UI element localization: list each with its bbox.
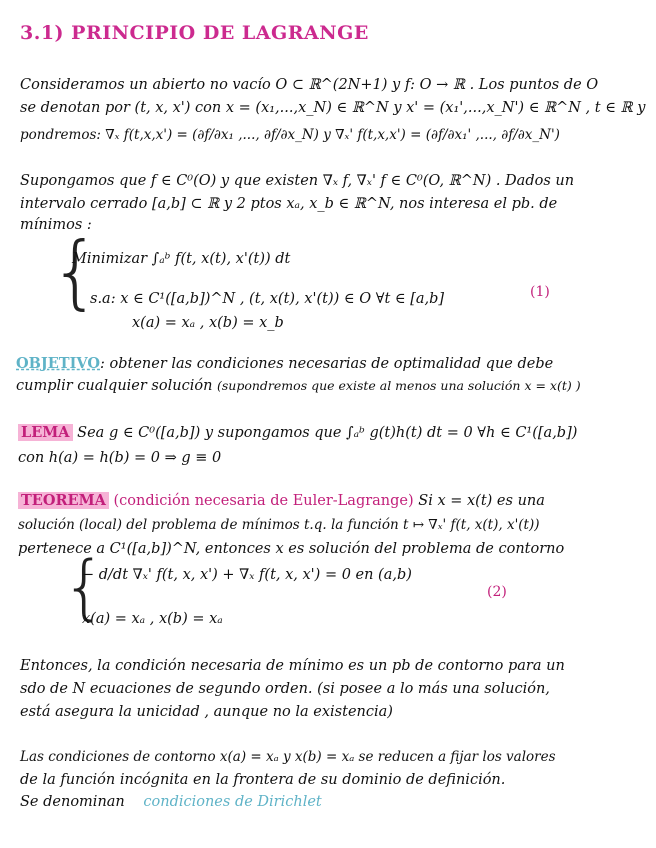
page-title: 3.1) PRINCIPIO DE LAGRANGE	[20, 22, 369, 44]
lemma-text: Sea g ∈ C⁰([a,b]) y supongamos que ∫ₐᵇ g(t)h(t) dt = 0 ∀h ∈ C¹([a,b])	[77, 425, 578, 441]
lemma-line-1	[18, 424, 577, 442]
theorem-line-1-tail: Si x = x(t) es una	[418, 493, 545, 509]
boundary-line-1: Las condiciones de contorno x(a) = xₐ y x(b) = xₐ se reducen a fijar los valores	[20, 749, 556, 765]
euler-lagrange-equation: − d/dt ∇ₓ' f(t, x, x') + ∇ₓ f(t, x, x') = 0 en (a,b)	[82, 567, 412, 583]
suppose-line-2: intervalo cerrado [a,b] ⊂ ℝ y 2 ptos xₐ, x_b ∈ ℝ^N, nos interesa el pb. de	[20, 196, 558, 212]
equation-number-2: (2)	[487, 584, 507, 600]
theorem-line-2: solución (local) del problema de mínimos t.q. la función t ↦ ∇ₓ' f(t, x(t), x'(t))	[18, 517, 540, 533]
objective-text-2: cumplir cualquier solución	[16, 378, 213, 394]
dirichlet-term: condiciones de Dirichlet	[143, 794, 322, 810]
conclusion-line-1: Entonces, la condición necesaria de mínimo es un pb de contorno para un	[20, 658, 565, 674]
intro-line-3: pondremos: ∇ₓ f(t,x,x') = (∂f/∂x₁ ,..., ∂f/∂x_N) y ∇ₓ' f(t,x,x') = (∂f/∂x₁' ,..., ∂f/∂x_N')	[20, 127, 560, 143]
suppose-line-3: mínimos :	[20, 217, 92, 233]
problem-constraint: s.a: x ∈ C¹([a,b])^N , (t, x(t), x'(t)) ∈ O ∀t ∈ [a,b]	[90, 291, 445, 307]
problem-objective: Minimizar ∫ₐᵇ f(t, x(t), x'(t)) dt	[72, 251, 291, 267]
objective-label: OBJETIVO	[16, 355, 100, 372]
objective-text: : obtener las condiciones necesarias de optimalidad que debe	[100, 356, 554, 372]
theorem-line-3: pertenece a C¹([a,b])^N, entonces x es solución del problema de contorno	[18, 541, 565, 557]
suppose-line-1: Supongamos que f ∈ C⁰(O) y que existen ∇ₓ f, ∇ₓ' f ∈ C⁰(O, ℝ^N) . Dados un	[20, 173, 575, 189]
objective-note: (supondremos que existe al menos una solución x = x(t) )	[217, 378, 581, 393]
intro-line-2: se denotan por (t, x, x') con x = (x₁,...,x_N) ∈ ℝ^N y x' = (x₁',...,x_N') ∈ ℝ^N , t ∈ ℝ y	[20, 100, 646, 116]
contour-boundary: x(a) = xₐ , x(b) = xₐ	[82, 611, 223, 627]
contour-brace: {	[62, 546, 107, 628]
problem-brace: {	[50, 225, 101, 318]
equation-number-1: (1)	[530, 284, 550, 300]
problem-boundary: x(a) = xₐ , x(b) = x_b	[132, 315, 284, 331]
objective-line-1	[16, 355, 553, 373]
theorem-label: TEOREMA	[18, 492, 109, 509]
conclusion-line-3: está asegura la unicidad , aunque no la existencia)	[20, 704, 393, 720]
boundary-line-3	[20, 793, 322, 811]
conclusion-line-2: sdo de N ecuaciones de segundo orden. (si posee a lo más una solución,	[20, 681, 550, 697]
intro-line-1: Consideramos un abierto no vacío O ⊂ ℝ^(2N+1) y f: O → ℝ . Los puntos de O	[20, 77, 599, 93]
lemma-label: LEMA	[18, 424, 73, 441]
theorem-line-1	[18, 492, 545, 510]
boundary-line-2: de la función incógnita en la frontera de su dominio de definición.	[20, 772, 506, 788]
theorem-heading: (condición necesaria de Euler-Lagrange)	[113, 493, 414, 509]
objective-line-2	[16, 377, 581, 395]
lemma-line-2: con h(a) = h(b) = 0 ⇒ g ≡ 0	[18, 450, 222, 466]
boundary-line-3-start: Se denominan	[20, 794, 125, 810]
